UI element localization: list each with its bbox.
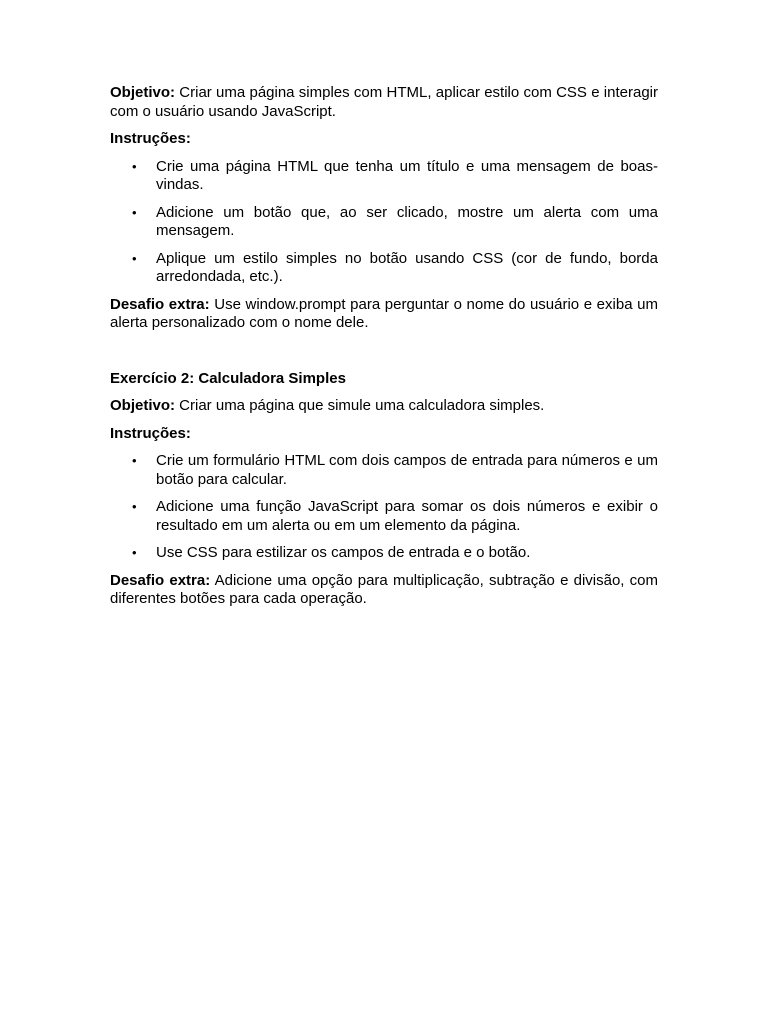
list-item-text: Use CSS para estilizar os campos de entrada e o botão. xyxy=(156,544,531,561)
extra-challenge-text: Adicione uma opção para multiplicação, subtração e divisão, com diferentes botões para cada operação. xyxy=(110,571,658,607)
bullet-icon: • xyxy=(132,453,137,468)
extra-challenge-text: Use window.prompt para perguntar o nome do usuário e exiba um alerta personalizado com o nome dele. xyxy=(110,295,658,331)
bullet-icon: • xyxy=(132,499,137,514)
objective-text: Criar uma página que simule uma calculadora simples. xyxy=(175,397,545,414)
instructions-list-1 xyxy=(110,158,658,287)
extra-challenge-paragraph-1 xyxy=(110,296,658,333)
objective-label: Objetivo: xyxy=(110,84,176,101)
instructions-label: Instruções: xyxy=(110,130,191,147)
instructions-label: Instruções: xyxy=(110,424,191,442)
bullet-icon: • xyxy=(132,158,137,174)
list-item-text: Adicione um botão que, ao ser clicado, mostre um alerta com uma mensagem. xyxy=(156,203,658,239)
objective-paragraph-2 xyxy=(110,397,658,416)
objective-label: Objetivo: xyxy=(110,397,176,414)
list-item xyxy=(110,250,658,287)
document-page xyxy=(110,84,658,618)
bullet-icon: • xyxy=(132,204,137,220)
list-item-text: Crie uma página HTML que tenha um título e uma mensagem de boas-vindas. xyxy=(156,157,658,193)
bullet-icon: • xyxy=(132,250,137,266)
instructions-list-2 xyxy=(110,452,658,563)
list-item xyxy=(110,452,658,489)
bullet-icon: • xyxy=(132,545,137,560)
list-item xyxy=(110,544,658,563)
list-item xyxy=(110,158,658,195)
objective-text: Criar uma página simples com HTML, aplicar estilo com CSS e interagir com o usuário usando JavaScript. xyxy=(110,84,658,120)
extra-challenge-paragraph-2 xyxy=(110,572,658,609)
exercise-heading: Exercício 2: Calculadora Simples xyxy=(110,369,346,387)
list-item xyxy=(110,204,658,241)
list-item-text: Aplique um estilo simples no botão usando CSS (cor de fundo, borda arredondada, etc.). xyxy=(156,249,658,285)
extra-challenge-label: Desafio extra: xyxy=(110,295,210,313)
objective-paragraph-1 xyxy=(110,84,658,121)
extra-challenge-label: Desafio extra: xyxy=(110,571,211,589)
section-spacer xyxy=(110,342,658,370)
list-item-text: Crie um formulário HTML com dois campos de entrada para números e um botão para calcular. xyxy=(156,452,658,488)
list-item xyxy=(110,498,658,535)
list-item-text: Adicione uma função JavaScript para somar os dois números e exibir o resultado em um alerta ou em um elemento da página. xyxy=(156,498,658,534)
